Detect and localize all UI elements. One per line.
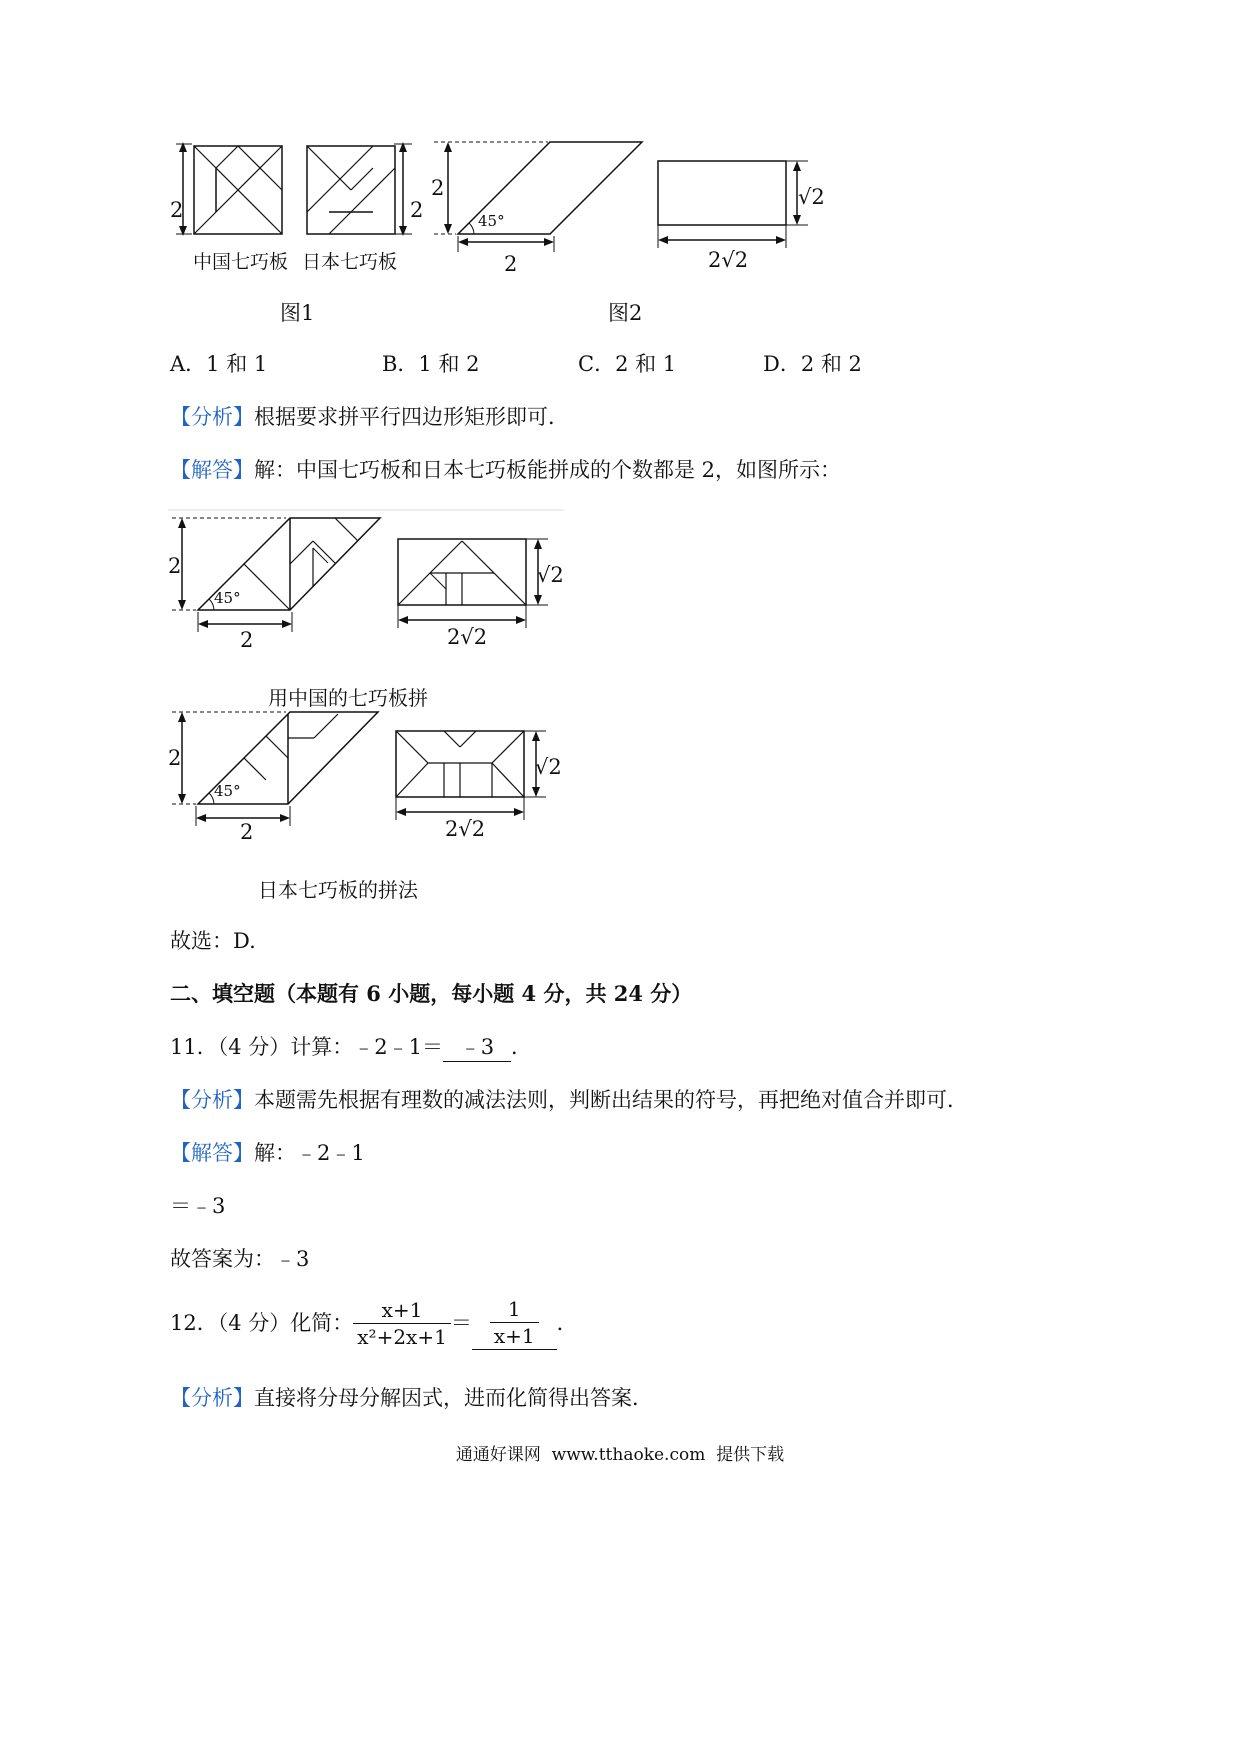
fig2-para-height: 2 <box>431 176 445 200</box>
q12-fraction <box>353 1297 451 1350</box>
option-c: C．2 和 1 <box>578 352 677 376</box>
caption-chinese-tangram: 中国七巧板 <box>193 251 289 273</box>
option-d: D．2 和 2 <box>763 352 862 376</box>
fig2-para-angle: 45° <box>478 212 505 230</box>
sol2-rect-width: 2√2 <box>445 817 486 841</box>
figure1-label: 图1 <box>280 301 315 325</box>
q12-analysis <box>170 1384 653 1412</box>
q12-answer-denominator: x+1 <box>490 1322 539 1349</box>
fig1-dim-left: 2 <box>170 198 184 222</box>
caption-japanese-tangram: 日本七巧板 <box>302 251 398 273</box>
sol2-angle: 45° <box>214 782 241 800</box>
figure2-label: 图2 <box>608 301 643 325</box>
q12-answer-numerator: 1 <box>507 1297 521 1321</box>
q12-denominator: x²+2x+1 <box>353 1323 451 1350</box>
fig1-dim-right: 2 <box>410 198 424 222</box>
analysis-tag: 【分析】 <box>170 1386 254 1410</box>
fig2-para-base: 2 <box>504 252 518 276</box>
answer-tag: 【解答】 <box>170 1141 254 1165</box>
q12-eq: ＝ <box>450 1311 472 1335</box>
section2-title: 二、填空题（本题有 6 小题，每小题 4 分，共 24 分） <box>170 981 693 1006</box>
q12-answer-fraction <box>490 1296 539 1349</box>
q12-stem: 12．（4 分）化简： <box>170 1311 354 1335</box>
q12-stem-line <box>170 1296 578 1350</box>
analysis-text: 直接将分母分解因式，进而化简得出答案． <box>254 1386 653 1410</box>
q11-stem: 11．（4 分）计算：﹣2﹣1＝ <box>170 1035 443 1059</box>
sol1-height: 2 <box>168 554 182 578</box>
q12-numerator: x+1 <box>381 1297 423 1322</box>
answer-text: 解：﹣2﹣1 <box>254 1141 365 1165</box>
sol1-rect-height: √2 <box>537 563 564 587</box>
q11-final: 故答案为：﹣3 <box>170 1247 310 1271</box>
q10-answer <box>170 456 841 484</box>
q10-choice: 故选：D. <box>170 929 256 953</box>
q11-answer-blank: ﹣3 <box>443 1033 511 1062</box>
q11-step: ＝﹣3 <box>170 1194 226 1218</box>
figure2-parallelogram-rectangle <box>430 134 830 274</box>
sol2-base: 2 <box>240 820 254 844</box>
sol2-rect-height: √2 <box>535 755 562 779</box>
answer-tag: 【解答】 <box>170 458 254 482</box>
q11-period: ． <box>510 1035 532 1059</box>
solution-japanese-tangram <box>168 704 568 830</box>
q11-stem-line <box>170 1033 532 1062</box>
option-b: B．1 和 2 <box>382 352 480 376</box>
fig2-rect-height: √2 <box>798 185 825 209</box>
sol1-angle: 45° <box>214 589 241 607</box>
page-footer: 通通好课网 www.tthaoke.com 提供下载 <box>455 1445 785 1465</box>
sol1-base: 2 <box>240 628 254 652</box>
q12-period: ． <box>556 1311 578 1335</box>
q11-analysis <box>170 1086 968 1114</box>
solution-chinese-tangram <box>168 508 568 638</box>
fig2-rect-width: 2√2 <box>708 248 749 272</box>
sol2-height: 2 <box>168 746 182 770</box>
analysis-text: 本题需先根据有理数的减法法则，判断出结果的符号，再把绝对值合并即可． <box>254 1088 968 1112</box>
caption-solution-chinese: 用中国的七巧板拼 <box>268 686 428 710</box>
caption-solution-japanese: 日本七巧板的拼法 <box>258 878 418 902</box>
option-a: A．1 和 1 <box>170 352 268 376</box>
analysis-tag: 【分析】 <box>170 1088 254 1112</box>
analysis-tag: 【分析】 <box>170 405 254 429</box>
answer-text: 解：中国七巧板和日本七巧板能拼成的个数都是 2，如图所示： <box>254 458 842 482</box>
q10-analysis <box>170 403 569 431</box>
q11-answer <box>170 1139 365 1167</box>
q12-answer-blank <box>472 1296 557 1350</box>
sol1-rect-width: 2√2 <box>447 625 488 649</box>
analysis-text: 根据要求拼平行四边形矩形即可． <box>254 405 569 429</box>
